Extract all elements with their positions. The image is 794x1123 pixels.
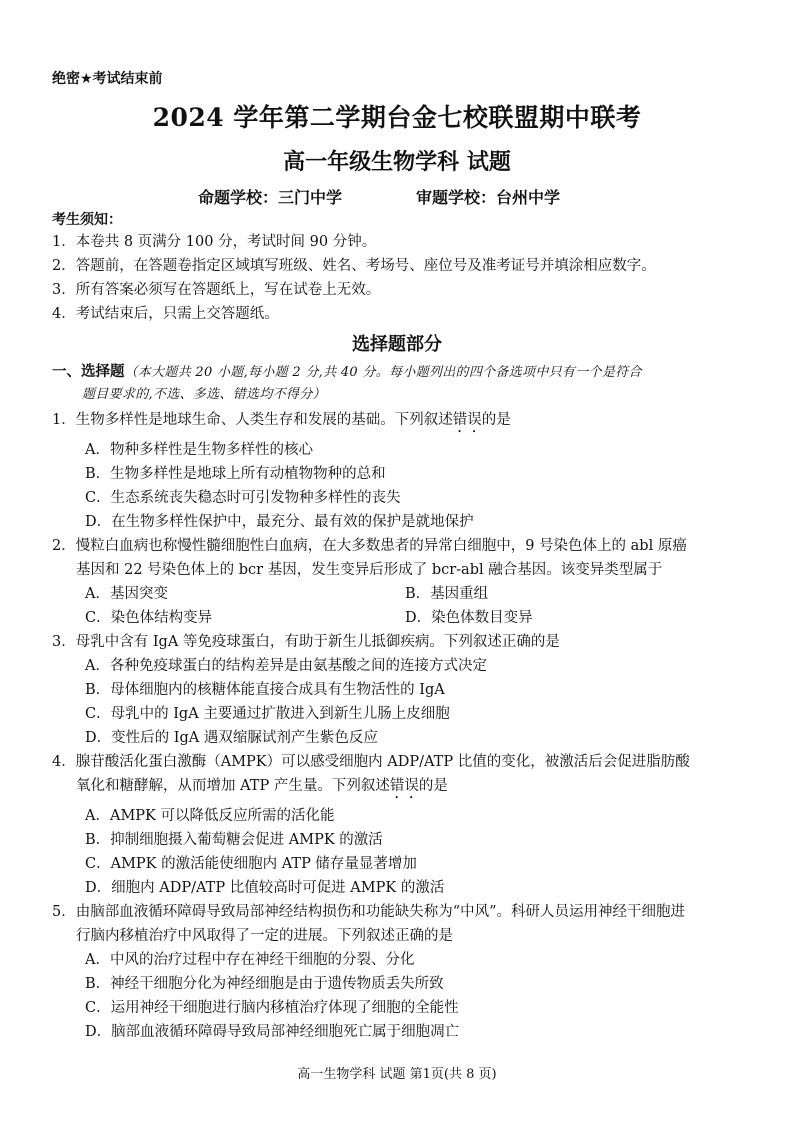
question-2-option-b: B．基因重组 (405, 586, 489, 602)
question-1-stem: 1．生物多样性是地球生命、人类生存和发展的基础。下列叙述错误的是 (52, 412, 511, 428)
question-2-option-a: A．基因突变 (85, 586, 168, 602)
question-4-option-a: A．AMPK 可以降低反应所需的活化能 (85, 808, 335, 824)
question-2-option-d: D．染色体数目变异 (405, 610, 533, 626)
question-1-option-a: A．物种多样性是生物多样性的核心 (85, 442, 313, 458)
part-header (52, 361, 752, 406)
question-5-stem: 5．由脑部血液循环障碍导致局部神经结构损伤和功能缺失称为“中风”。科研人员运用神经干细胞进 (52, 904, 686, 920)
page-footer: 高一生物学科 试题 第1页(共 8 页) (297, 1067, 497, 1082)
question-3-option-b: B．母体细胞内的核糖体能直接合成具有生物活性的 IgA (85, 682, 445, 698)
school-info (198, 185, 560, 208)
question-3-stem: 3．母乳中含有 IgA 等免疫球蛋白，有助于新生儿抵御疾病。下列叙述正确的是 (52, 634, 560, 650)
question-5-stem-cont: 行脑内移植治疗中风取得了一定的进展。下列叙述正确的是 (76, 928, 453, 944)
part-note: （本大题共 20 小题,每小题 2 分,共 40 分。每小题列出的四个备选项中只有一个是符合 (124, 365, 642, 380)
question-2-stem-cont: 基因和 22 号染色体上的 bcr 基因，发生变异后形成了 bcr-abl 融合基因。该变异类型属于 (76, 562, 663, 578)
question-4-option-c: C．AMPK 的激活能使细胞内 ATP 储存量显著增加 (85, 856, 417, 872)
notice-item: 1．本卷共 8 页满分 100 分，考试时间 90 分钟。 (52, 234, 377, 250)
confidential-label: 绝密★考试结束前 (52, 71, 163, 87)
question-4-option-d: D．细胞内 ADP/ATP 比值较高时可促进 AMPK 的激活 (85, 880, 445, 896)
part-label: 一、选择题 (52, 364, 125, 380)
question-2-option-c: C．染色体结构变异 (85, 610, 213, 626)
question-1-option-d: D．在生物多样性保护中，最充分、最有效的保护是就地保护 (85, 514, 474, 530)
part-note-cont: 题目要求的,不选、多选、错选均不得分） (82, 387, 326, 402)
question-4-stem-cont: 氧化和糖酵解，从而增加 ATP 产生量。下列叙述错误的是 (76, 778, 448, 794)
reviewer-school: 审题学校：台州中学 (416, 188, 561, 207)
question-3-option-c: C．母乳中的 IgA 主要通过扩散进入到新生儿肠上皮细胞 (85, 706, 450, 722)
question-3-option-a: A．各种免疫球蛋白的结构差异是由氨基酸之间的连接方式决定 (85, 658, 487, 674)
notice-item: 2．答题前，在答题卷指定区域填写班级、姓名、考场号、座位号及准考证号并填涂相应数字。 (52, 258, 656, 274)
exam-title: 2024 学年第二学期台金七校联盟期中联考 (152, 103, 642, 132)
section-title: 选择题部分 (352, 334, 442, 355)
question-5-option-b: B．神经干细胞分化为神经细胞是由于遗传物质丢失所致 (85, 976, 444, 992)
question-3-option-d: D．变性后的 IgA 遇双缩脲试剂产生紫色反应 (85, 730, 378, 746)
question-5-option-c: C．运用神经干细胞进行脑内移植治疗体现了细胞的全能性 (85, 1000, 459, 1016)
question-4-stem: 4．腺苷酸活化蛋白激酶（AMPK）可以感受细胞内 ADP/ATP 比值的变化，被激活后会促进脂肪酸 (52, 754, 690, 770)
question-1-option-b: B．生物多样性是地球上所有动植物物种的总和 (85, 466, 386, 482)
notice-item: 4．考试结束后，只需上交答题纸。 (52, 306, 279, 322)
question-1-option-c: C．生态系统丧失稳态时可引发物种多样性的丧失 (85, 490, 401, 506)
exam-subtitle: 高一年级生物学科 试题 (283, 150, 511, 175)
notice-item: 3．所有答案必须写在答题纸上，写在试卷上无效。 (52, 282, 381, 298)
notice-title: 考生须知： (52, 212, 122, 228)
question-5-option-d: D．脑部血液循环障碍导致局部神经细胞死亡属于细胞凋亡 (85, 1024, 460, 1040)
question-4-option-b: B．抑制细胞摄入葡萄糖会促进 AMPK 的激活 (85, 832, 383, 848)
question-2-stem: 2．慢粒白血病也称慢性髓细胞性白血病，在大多数患者的异常白细胞中，9 号染色体上的 abl 原癌 (52, 538, 687, 554)
setter-school: 命题学校：三门中学 (198, 188, 343, 207)
question-5-option-a: A．中风的治疗过程中存在神经干细胞的分裂、分化 (85, 952, 415, 968)
